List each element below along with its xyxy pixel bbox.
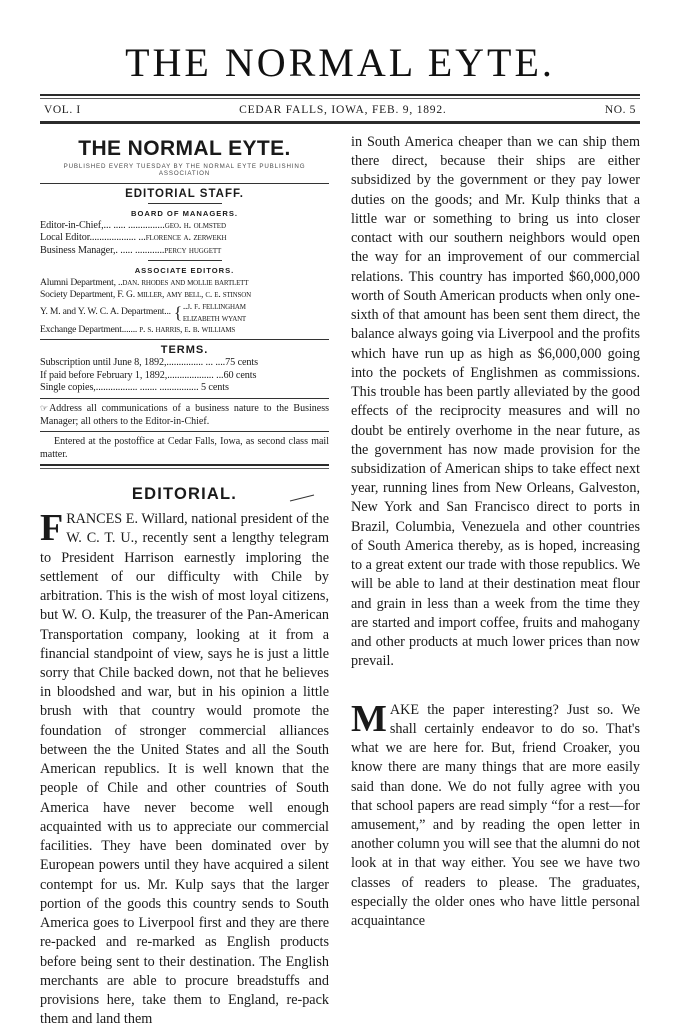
dropcap-f: F (40, 507, 64, 550)
brace-glyph: { (173, 303, 182, 323)
swash-flourish-icon (289, 494, 315, 502)
board-name: geo. h. olmsted (164, 220, 226, 231)
masthead-rule-bottom (40, 121, 640, 124)
dropcap-m: M (351, 697, 387, 740)
board-role: Business Manager,. ..... ............ (40, 244, 165, 256)
newspaper-title: THE NORMAL EYTE. (125, 40, 555, 85)
terms-row (40, 382, 329, 395)
flag-block (40, 137, 329, 469)
flag-bottom-rule (40, 464, 329, 469)
board-name: florence a. zerwekh (145, 232, 227, 244)
associate-dept: Society Department, F. G. (40, 289, 138, 301)
associate-row (40, 277, 329, 289)
associate-row-braced (40, 301, 329, 324)
terms-label: Single copies,................. ....... ................ (40, 382, 201, 394)
board-row (40, 245, 329, 257)
article-one-text: RANCES E. Willard, national president of the W. C. T. U., recently sent a lengthy telegram to President Harrison earnestly imploring the settlement of our difficulty with Chile by arbitration. This is the wish of most loyal citizens, but W. O. Kulp, the treasurer of the Pan-American Transportation company, looking at it from a financial standpoint of view, says he is just a little sorry that Chile backed down, not that he believes in bloodshed and war, but in his opinion a little brush with that country would promote the foundation of stronger commercial alliances between the the United States and all the South American republics. It is well known that the people of Chile and other countries of South America have never become well enough acquainted with us to appreciate our commercial facilities. They have been dominated over by European powers until they have acquired a silent contempt for us. Mr. Kulp says that the larger portion of the goods this country sends to South America goes to Liverpool first and they are there re-packed and re-marked as English products before being sent to their destination. The English merchants are able to procure breadstuffs and provisions here, take them to England, re-pack them and land them (40, 511, 329, 1028)
editorial-article-two (351, 697, 640, 932)
terms-row (40, 357, 329, 370)
terms-row (40, 370, 329, 383)
staff-heading-underline (148, 203, 222, 204)
associate-names: p. s. harris, e. b. williams (139, 323, 236, 335)
board-row (40, 232, 329, 244)
article-two-text: AKE the paper interesting? Just so. We shall certainly endeavor to do so. That's what we are here for. But, friend Croaker, you know there are many things that are more easily said than done. We do not fully agree with you that school papers are read simply “for a rest—for amusement,” and by reading the open letter in another column you will see that the alumni do not look at in that way either. You see we have two classes of readers to please. The graduates, especially the older ones who have little personal acquaintance (351, 701, 640, 930)
paragraph-spacer (351, 684, 640, 701)
left-column (40, 133, 329, 1029)
associate-dept: Exchange Department....... (40, 323, 140, 335)
board-of-managers-heading: BOARD OF MANAGERS. (130, 209, 238, 218)
column-container (40, 133, 640, 1029)
issue-number-label: NO. 5 (604, 104, 636, 116)
terms-divider (40, 398, 329, 399)
associate-names: miller, amy bell, c. e. stinson (137, 289, 251, 301)
board-underline (148, 260, 222, 261)
associate-editors-heading: ASSOCIATE EDITORS. (134, 266, 235, 276)
editorial-article-one-continued: in South America cheaper than we can ship them there direct, because their ships are either subsidized by the government or they pay lower duties on the goods; and Mr. Kulp thinks that a little war or something to bring us into closer contact with our southern neighbors would open the way for an improvement of our commercial relations. This country has imported $60,000,000 worth of South American products when only one-sixth of that amount has been sent them direct, the balance always going via Liverpool and the profits which have run up as high as $6,000,000 going into the pockets of Englishmen as commissions. This trouble has been partly alleviated by the good effects of the reciprocity measures and will no doubt be entirely overhome in the near future, as the government has now made provision for the subsidization of American ships to take effect next year, running lines from New Orleans, Galveston, New York and San Francisco direct to ports in Brazil, Columbia, Venezuela and other countries of South America thereby, as is hoped, increasing to a great extent our trade with those republics. We will be able to land at their destination meat flour and grain in less than a week from the time they are started and import coffee, fruits and mahogany and other products at much lower prices than now prevail. (351, 134, 640, 670)
business-notice (40, 403, 329, 428)
terms-price: 5 cents (200, 382, 229, 394)
masthead (0, 0, 680, 84)
editorial-section-heading (40, 485, 329, 504)
board-role: Editor-in-Chief,... ..... ............... (40, 220, 165, 231)
associate-names: dan. rhodes and mollie bartlett (122, 277, 249, 289)
volume-label: VOL. I (44, 104, 81, 116)
terms-price: 60 cents (223, 369, 257, 381)
flag-divider (40, 183, 329, 184)
pointing-hand-icon: ☞ (40, 404, 48, 415)
associate-dept: Y. M. and Y. W. C. A. Department... (40, 306, 171, 318)
postoffice-entry-notice: Entered at the postoffice at Cedar Falls, Iowa, as second class mail matter. (40, 435, 329, 460)
terms-label: If paid before February 1, 1892,................... ... (40, 369, 224, 381)
associate-row (40, 324, 329, 336)
board-row (40, 220, 329, 232)
volume-issue-bar (40, 99, 640, 121)
flag-publisher-line: PUBLISHED EVERY TUESDAY BY THE NORMAL EYTE PUBLISHING ASSOCIATION (63, 163, 306, 177)
editorial-staff-heading: EDITORIAL STAFF. (125, 188, 244, 200)
terms-heading: TERMS. (160, 343, 209, 356)
right-column (351, 133, 640, 1029)
terms-price: 75 cents (225, 356, 259, 368)
terms-label: Subscription until June 8, 1892,............... ... .... (40, 356, 226, 368)
associate-row (40, 289, 329, 301)
associate-name-bottom: elizabeth wyant (182, 312, 247, 324)
place-date-label: CEDAR FALLS, IOWA, FEB. 9, 1892. (239, 104, 447, 116)
board-name: percy huggett (164, 244, 222, 256)
editorial-article-one (40, 507, 329, 1029)
associate-name-top: ..j. f. fellingham (182, 301, 246, 313)
editorial-heading-text: EDITORIAL. (131, 485, 238, 504)
business-notice-text: Address all communications of a business nature to the Business Manager; all others to the Editor-in-Chief. (40, 403, 329, 427)
notice-divider (40, 431, 329, 432)
flag-title: THE NORMAL EYTE. (78, 137, 291, 160)
associates-divider (40, 339, 329, 340)
associate-dept: Alumni Department, .. (40, 277, 123, 289)
board-role: Local Editor................... ... (40, 232, 146, 244)
